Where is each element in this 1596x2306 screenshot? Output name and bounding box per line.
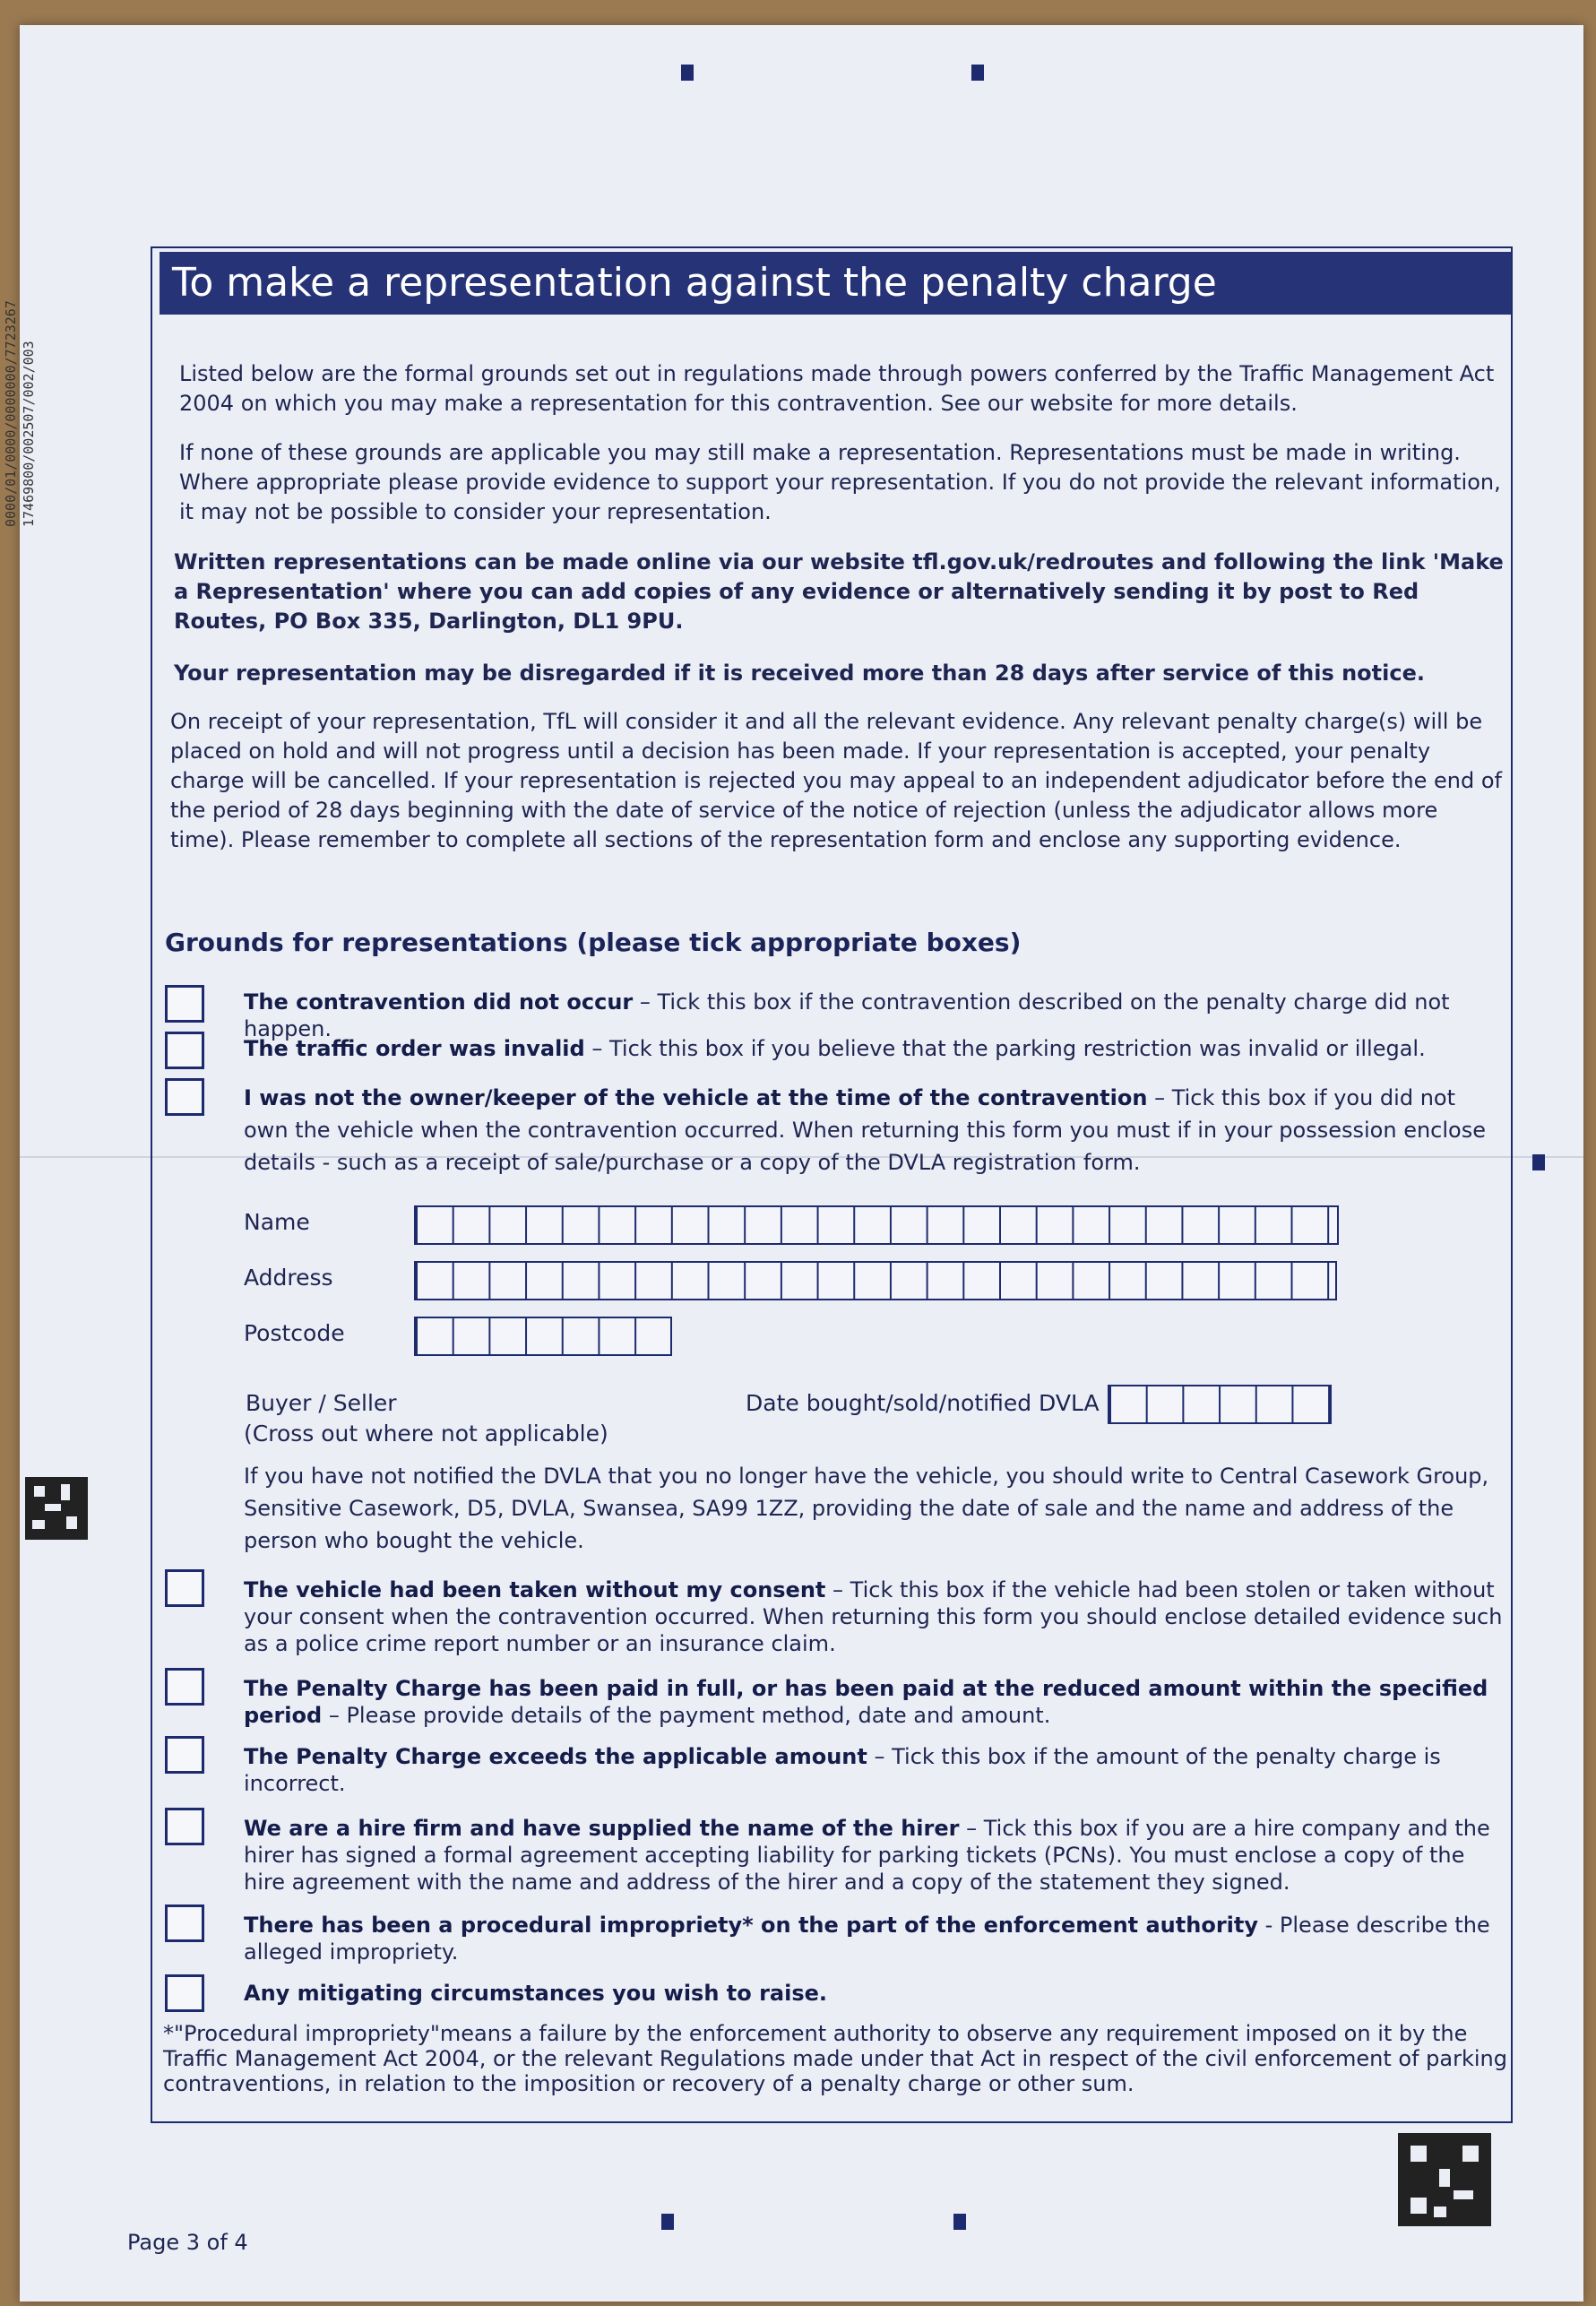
checkbox-taken-without-consent[interactable]	[165, 1569, 204, 1607]
intro-receipt-text: On receipt of your representation, TfL will consider it and all the relevant evidence. Any relevant penalty charge(s) will be placed on hold and will not progress until a decision has been made. If your representation is accepted, your penalty charge will be cancelled. If your representation is rejected you may appeal to an independent adjudicator before the end of the period of 28 days beginning with the date of service of the notice of rejection (unless the adjudicator allows more time). Please remember to complete all sections of the representation form and enclose any supporting evidence.	[170, 709, 1502, 852]
form-title: To make a representation against the penalty charge	[160, 252, 1511, 315]
date-bought-sold-label: Date bought/sold/notified DVLA	[746, 1390, 1100, 1416]
dvla-notification-note: If you have not notified the DVLA that you no longer have the vehicle, you should write to Central Casework Group, Sensitive Casework, D5, DVLA, Swansea, SA99 1ZZ, providing the date of sale and the name and address of the person who bought the vehicle.	[244, 1464, 1489, 1553]
representation-form	[151, 246, 1513, 2123]
page-number: Page 3 of 4	[127, 2230, 248, 2255]
checkbox-not-owner-keeper[interactable]	[165, 1078, 204, 1116]
grounds-heading: Grounds for representations (please tick appropriate boxes)	[165, 928, 1022, 957]
buyer-seller-label[interactable]: Buyer / Seller	[246, 1390, 397, 1416]
checkbox-contravention-did-not-occur[interactable]	[165, 985, 204, 1023]
checkbox-mitigating-circumstances[interactable]	[165, 1974, 204, 2012]
ground-contravention-did-not-occur: The contravention did not occur – Tick this box if the contravention described on the penalty charge did not happen.	[244, 989, 1450, 1041]
ground-taken-without-consent: The vehicle had been taken without my consent – Tick this box if the vehicle had been stolen or taken without your consent when the contravention occurred. When returning this form you should enclose detailed evidence such as a police crime report number or an insurance claim.	[244, 1577, 1503, 1656]
ground-penalty-paid: The Penalty Charge has been paid in full, or has been paid at the reduced amount within the specified period – Please provide details of the payment method, date and amount.	[244, 1676, 1488, 1728]
registration-mark	[971, 65, 984, 81]
cross-out-note: (Cross out where not applicable)	[244, 1421, 608, 1447]
postcode-input[interactable]	[414, 1317, 672, 1356]
side-reference-number: 0000/01/0000/0000000/7723267 17469800/002507/002/003	[3, 300, 37, 527]
intro-online-text: Written representations can be made online via our website tfl.gov.uk/redroutes and following the link 'Make a Representation' where you can add copies of any evidence or alternatively sending it by post to Red Routes, PO Box 335, Darlington, DL1 9PU.	[174, 549, 1504, 634]
postcode-label: Postcode	[244, 1320, 345, 1346]
intro-none-applicable-text: If none of these grounds are applicable you may still make a representation. Representations must be made in writing. Where appropriate please provide evidence to support your representation. If you do not provide the relevant information, it may not be possible to consider your representation.	[179, 440, 1501, 524]
registration-mark	[953, 2214, 966, 2230]
ground-exceeds-applicable-amount: The Penalty Charge exceeds the applicable amount – Tick this box if the amount of the penalty charge is incorrect.	[244, 1744, 1441, 1796]
intro-grounds-text: Listed below are the formal grounds set out in regulations made through powers conferred by the Traffic Management Act 2004 on which you may make a representation for this contravention. See our website for more details.	[179, 361, 1495, 416]
name-input[interactable]	[414, 1205, 1339, 1245]
ground-mitigating-circumstances: Any mitigating circumstances you wish to raise.	[244, 1981, 828, 2006]
checkbox-exceeds-applicable-amount[interactable]	[165, 1736, 204, 1774]
checkbox-procedural-impropriety[interactable]	[165, 1904, 204, 1942]
qr-code-icon	[1398, 2133, 1491, 2226]
registration-mark	[681, 65, 694, 81]
address-label: Address	[244, 1265, 333, 1291]
registration-mark	[661, 2214, 674, 2230]
form-page	[3, 25, 1583, 2302]
qr-code-icon	[25, 1477, 88, 1540]
ground-hire-firm: We are a hire firm and have supplied the name of the hirer – Tick this box if you are a hire company and the hirer has signed a formal agreement accepting liability for parking tickets (PCNs). You must enclose a copy of the hire agreement with the name and address of the hirer and a copy of the statement they signed.	[244, 1816, 1490, 1895]
name-label: Name	[244, 1209, 310, 1235]
ground-traffic-order-invalid: The traffic order was invalid – Tick this box if you believe that the parking restriction was invalid or illegal.	[244, 1036, 1426, 1061]
checkbox-penalty-paid[interactable]	[165, 1668, 204, 1706]
ground-procedural-impropriety: There has been a procedural impropriety* on the part of the enforcement authority - Please describe the alleged impropriety.	[244, 1913, 1490, 1965]
intro-deadline-text: Your representation may be disregarded if it is received more than 28 days after service of this notice.	[174, 661, 1425, 686]
procedural-impropriety-footnote: *"Procedural impropriety"means a failure by the enforcement authority to observe any requirement imposed on it by the Traffic Management Act 2004, or the relevant Regulations made under that Act in respect of the civil enforcement of parking contraventions, in relation to the imposition or recovery of a penalty charge or other sum.	[163, 2021, 1507, 2096]
ground-not-owner-keeper: I was not the owner/keeper of the vehicle at the time of the contravention – Tick this box if you did not own the vehicle when the contravention occurred. When returning this form you must if in your possession enclose details - such as a receipt of sale/purchase or a copy of the DVLA registration form.	[244, 1085, 1486, 1175]
checkbox-traffic-order-invalid[interactable]	[165, 1032, 204, 1069]
checkbox-hire-firm[interactable]	[165, 1808, 204, 1845]
address-input[interactable]	[414, 1261, 1337, 1300]
registration-mark	[1532, 1154, 1545, 1170]
date-input[interactable]	[1108, 1385, 1332, 1424]
